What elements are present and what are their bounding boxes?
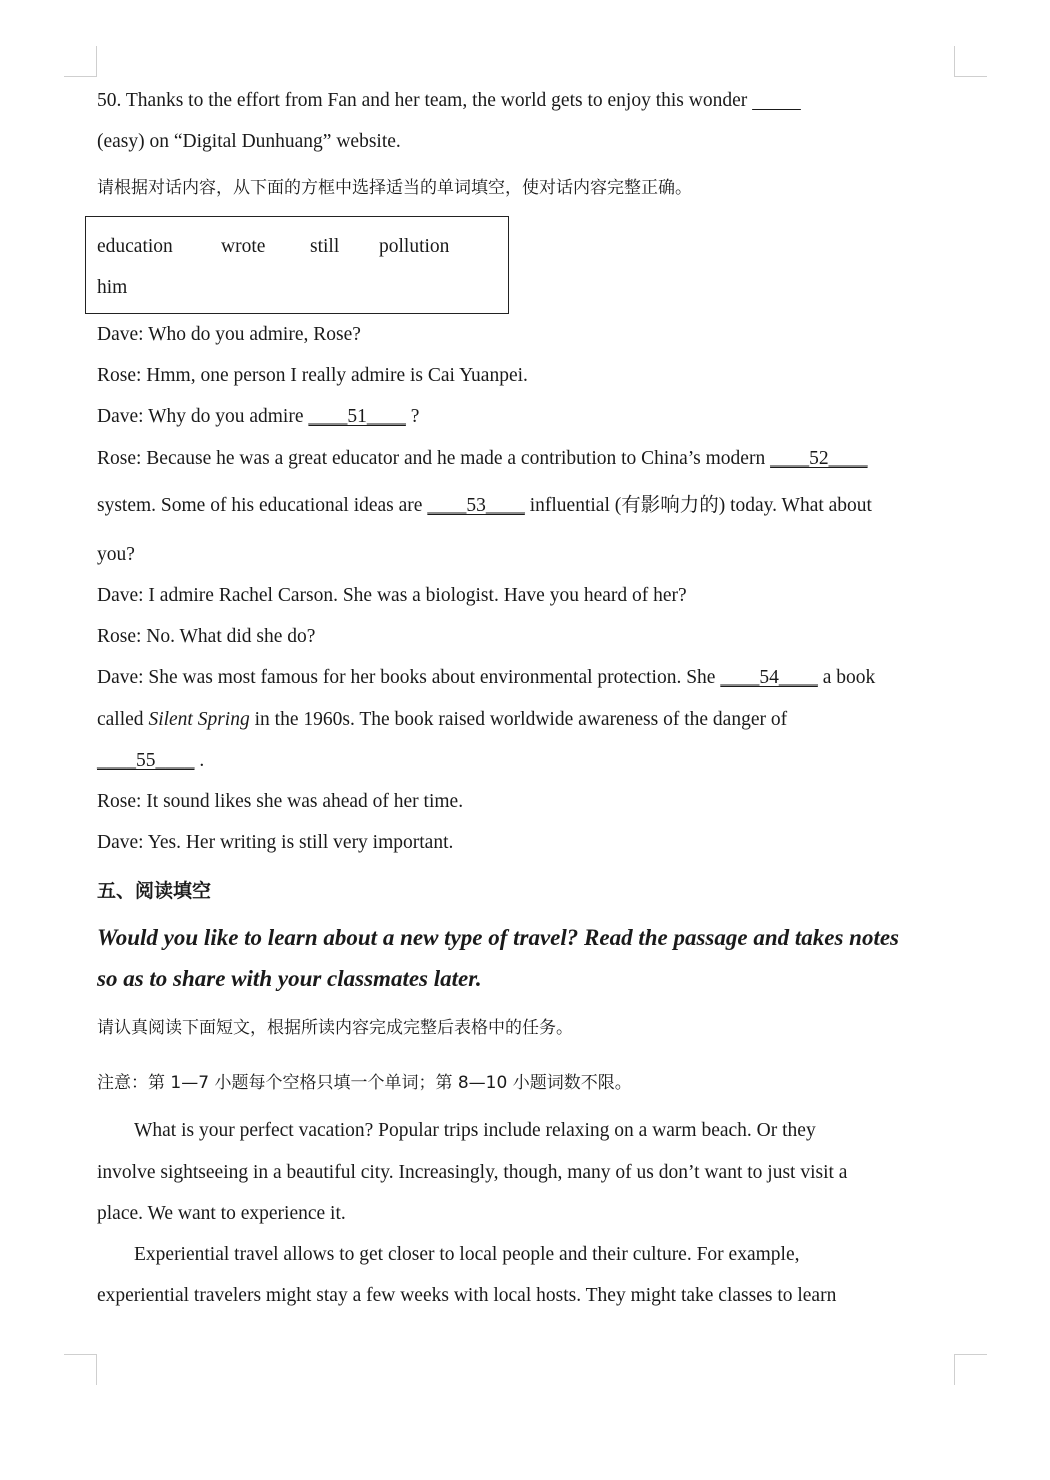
margin-corner-bottom-left xyxy=(64,1354,97,1385)
dialogue-line: Dave: Why do you admire ____51____ ? xyxy=(97,406,420,427)
dialogue-line: Dave: Yes. Her writing is still very important. xyxy=(97,832,454,853)
word-option: wrote xyxy=(221,236,266,257)
section-note: 注意：第 1—7 小题每个空格只填一个单词；第 8—10 小题词数不限。 xyxy=(97,1073,632,1093)
word-option: him xyxy=(97,277,128,298)
passage-line: experiential travelers might stay a few weeks with local hosts. They might take classes to learn xyxy=(97,1285,837,1306)
dialogue-line: system. Some of his educational ideas are ____53____ influential (有影响力的) today. What about xyxy=(97,495,872,516)
q50-line-2: (easy) on “Digital Dunhuang” website. xyxy=(97,131,401,152)
q50-line-1: 50. Thanks to the effort from Fan and her team, the world gets to enjoy this wonder xyxy=(97,88,801,114)
dialogue-line: Rose: Hmm, one person I really admire is Cai Yuanpei. xyxy=(97,365,528,386)
blank-53[interactable]: ____53____ xyxy=(427,495,525,516)
dialogue-line: you? xyxy=(97,544,135,565)
blank-55[interactable]: ____55____ xyxy=(97,750,195,771)
dialogue-line: ____55____ . xyxy=(97,750,205,771)
section-intro-line-1: Would you like to learn about a new type of travel? Read the passage and takes notes xyxy=(97,925,900,950)
blank-54[interactable]: ____54____ xyxy=(720,667,818,688)
book-title: Silent Spring xyxy=(148,709,250,730)
section-heading: 五、阅读填空 xyxy=(97,880,212,902)
dialogue-line: called Silent Spring in the 1960s. The book raised worldwide awareness of the danger of xyxy=(97,709,788,730)
word-option: pollution xyxy=(379,236,450,257)
blank-52[interactable]: ____52____ xyxy=(770,448,868,469)
dialogue-line: Dave: Who do you admire, Rose? xyxy=(97,324,361,345)
dialogue-line: Dave: She was most famous for her books about environmental protection. She ____54____ a book xyxy=(97,667,876,688)
passage-line: What is your perfect vacation? Popular trips include relaxing on a warm beach. Or they xyxy=(134,1120,816,1141)
dialogue-line: Rose: No. What did she do? xyxy=(97,626,316,647)
margin-corner-bottom-right xyxy=(954,1354,987,1385)
passage-line: place. We want to experience it. xyxy=(97,1203,346,1224)
word-option: education xyxy=(97,236,173,257)
section-instruction: 请认真阅读下面短文，根据所读内容完成完整后表格中的任务。 xyxy=(97,1018,573,1038)
blank-51[interactable]: ____51____ xyxy=(308,406,406,427)
word-box xyxy=(85,216,509,314)
passage-line: involve sightseeing in a beautiful city. Increasingly, though, many of us don’t want to just visit a xyxy=(97,1162,848,1183)
word-option: still xyxy=(310,236,340,257)
q50-blank[interactable] xyxy=(752,90,801,111)
dialogue-instruction: 请根据对话内容，从下面的方框中选择适当的单词填空，使对话内容完整正确。 xyxy=(97,178,692,198)
dialogue-line: Rose: Because he was a great educator and he made a contribution to China’s modern ____52____ xyxy=(97,448,868,469)
margin-corner-top-right xyxy=(954,46,987,77)
dialogue-line: Dave: I admire Rachel Carson. She was a biologist. Have you heard of her? xyxy=(97,585,687,606)
margin-corner-top-left xyxy=(64,46,97,77)
passage-line: Experiential travel allows to get closer to local people and their culture. For example, xyxy=(134,1244,800,1265)
dialogue-line: Rose: It sound likes she was ahead of her time. xyxy=(97,791,464,812)
section-intro-line-2: so as to share with your classmates later. xyxy=(97,966,482,991)
